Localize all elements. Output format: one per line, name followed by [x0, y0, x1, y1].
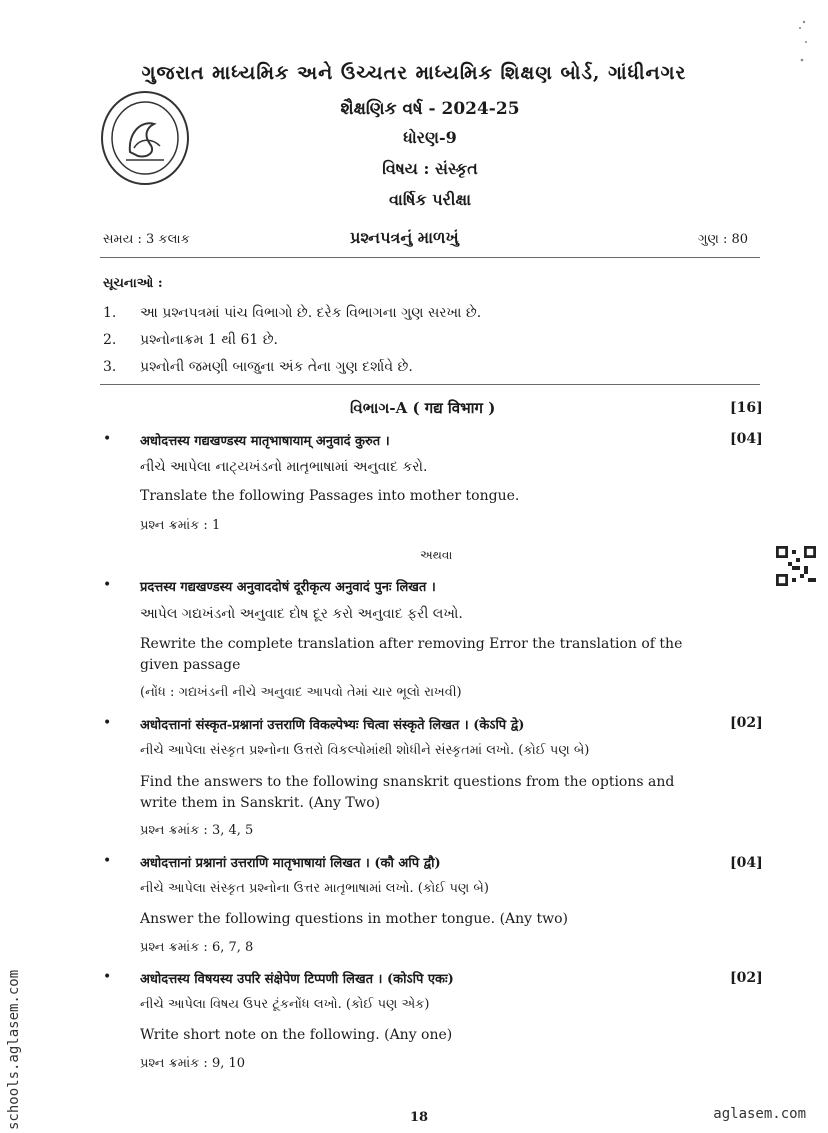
instruction-number: 3.	[103, 359, 117, 375]
section-marks: [16]	[730, 400, 763, 416]
exam-time: સમય : 3 કલાક	[103, 232, 190, 247]
academic-year: શૈક્ષણિક વર્ષ - 2024-25	[340, 99, 520, 119]
question-marks: [04]	[730, 431, 763, 447]
section-title: વિભાગ-A ( गद्य विभाग )	[350, 399, 496, 417]
question-gujarati: નીચે આપેલા સંસ્કૃત પ્રશ્નોના ઉત્તરો વિકલ્પોમાંથી શોધીને સંસ્કૃતમાં લખો. (કોઈ પણ બે)	[140, 743, 590, 758]
question-sanskrit: अधोदत्तस्य गद्यखण्डस्य मातृभाषायाम् अनुवादं कुरुत ।	[140, 434, 390, 449]
question-marks: [02]	[730, 970, 763, 986]
header-divider	[100, 257, 760, 258]
question-english: Write short note on the following. (Any one)	[140, 1027, 453, 1043]
board-name: ગુજરાત માધ્યમિક અને ઉચ્ચતર માધ્યમિક શિક્ષણ બોર્ડ, ગાંધીનગર	[141, 62, 687, 84]
instruction-text: આ પ્રશ્નપત્રમાં પાંચ વિભાગો છે. દરેક વિભાગના ગુણ સરખા છે.	[140, 305, 482, 321]
question-sanskrit: अधोदत्तस्य विषयस्य उपरि संक्षेपेण टिप्पणी लिखत । (कोऽपि एकः)	[140, 972, 454, 987]
question-english: Find the answers to the following snanskrit questions from the options and	[140, 774, 675, 790]
bullet: •	[103, 715, 112, 731]
question-gujarati: આપેલ ગદ્યખંડનો અનુવાદ દોષ દૂર કરો અનુવાદ ફરી લખો.	[140, 606, 463, 622]
side-watermark-url: schools.aglasem.com	[6, 969, 22, 1130]
footer-brand: aglasem.com	[713, 1106, 806, 1122]
question-number: પ્રશ્ન ક્રમાંક : 9, 10	[140, 1056, 246, 1071]
qr-code-icon	[776, 546, 816, 586]
instruction-number: 1.	[103, 305, 117, 321]
bullet: •	[103, 853, 112, 869]
total-marks: ગુણ : 80	[698, 232, 749, 247]
subject: વિષય : સંસ્કૃત	[382, 159, 478, 178]
bullet: •	[103, 577, 112, 593]
instructions-divider	[100, 384, 760, 385]
scan-mark-dots	[790, 18, 810, 64]
question-marks: [02]	[730, 715, 763, 731]
page-number: 18	[410, 1110, 429, 1125]
paper-title: પ્રશ્નપત્રનું માળખું	[350, 228, 459, 247]
standard: ધોરણ-9	[403, 128, 457, 147]
instruction-number: 2.	[103, 332, 117, 348]
bullet: •	[103, 431, 112, 447]
question-number: પ્રશ્ન ક્રમાંક : 3, 4, 5	[140, 823, 254, 838]
instructions-heading: સૂચનાઓ :	[103, 276, 163, 291]
board-seal-logo	[100, 90, 190, 186]
bullet: •	[103, 969, 112, 985]
question-english-cont: write them in Sanskrit. (Any Two)	[140, 795, 381, 811]
question-english: Answer the following questions in mother tongue. (Any two)	[140, 911, 569, 927]
question-note: (નોંધ : ગદ્યખંડની નીચે અનુવાદ આપવો તેમાં ચાર ભૂલો રાખવી)	[140, 685, 462, 700]
question-english-cont: given passage	[140, 657, 241, 673]
question-number: પ્રશ્ન ક્રમાંક : 1	[140, 518, 221, 533]
question-sanskrit: प्रदत्तस्य गद्यखण्डस्य अनुवाददोषं दूरीकृत्य अनुवादं पुनः लिखत ।	[140, 580, 436, 595]
question-english: Translate the following Passages into mother tongue.	[140, 488, 520, 504]
instruction-text: પ્રશ્નોનાક્રમ 1 થી 61 છે.	[140, 332, 278, 348]
instruction-text: પ્રશ્નોની જમણી બાજુના અંક તેના ગુણ દર્શાવે છે.	[140, 359, 413, 375]
question-sanskrit: अधोदत्तानां संस्कृत-प्रश्नानां उत्तराणि विकल्पेभ्यः चित्वा संस्कृते लिखत । (केऽपि द्वे)	[140, 718, 525, 733]
question-gujarati: નીચે આપેલા નાટ્યખંડનો માતૃભાષામાં અનુવાદ કરો.	[140, 459, 428, 475]
question-sanskrit: अधोदत्तानां प्रश्नानां उत्तराणि मातृभाषायां लिखत । (कौ अपि द्वौ)	[140, 856, 441, 871]
question-number: પ્રશ્ન ક્રમાંક : 6, 7, 8	[140, 940, 254, 955]
question-english: Rewrite the complete translation after removing Error the translation of the	[140, 636, 683, 652]
question-gujarati: નીચે આપેલા વિષય ઉપર ટૂંકનોંધ લખો. (કોઈ પણ એક)	[140, 997, 430, 1012]
or-label: અથવા	[420, 548, 453, 562]
question-gujarati: નીચે આપેલા સંસ્કૃત પ્રશ્નોના ઉત્તર માતૃભાષામાં લખો. (કોઈ પણ બે)	[140, 881, 489, 896]
question-marks: [04]	[730, 855, 763, 871]
exam-name: વાર્ષિક પરીક્ષા	[388, 190, 472, 209]
